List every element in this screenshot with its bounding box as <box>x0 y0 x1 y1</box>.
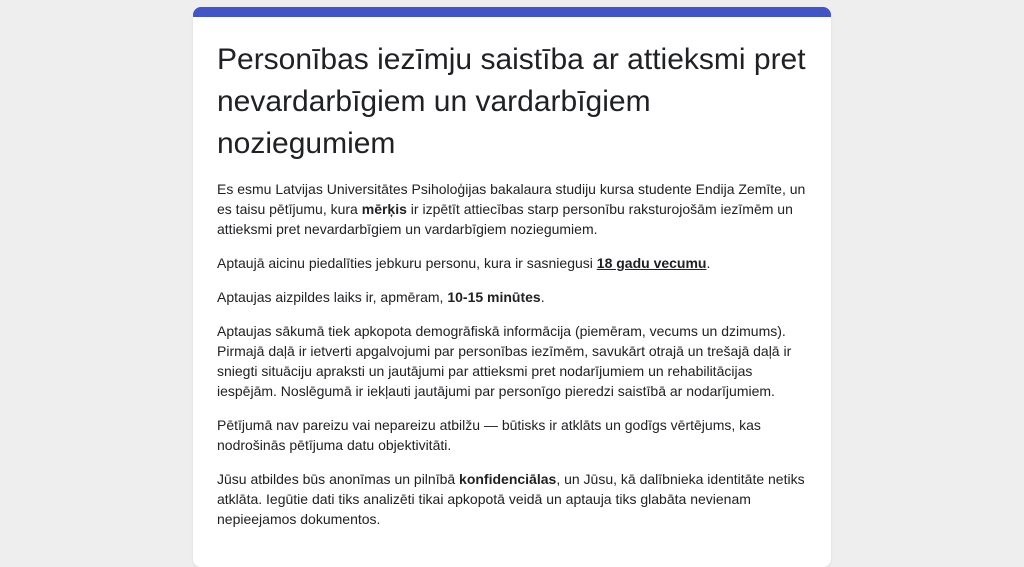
structure-paragraph: Aptaujas sākumā tiek apkopota demogrāfiskā informācija (piemēram, vecums un dzimums). Pirmajā daļā ir ietverti apgalvojumi par personības iezīmēm, savukārt otrajā un trešajā daļā ir sniegti situāciju apraksti un jautājumi par attieksmi pret nodarījumiem un rehabilitācijas iespējām. Noslēgumā ir iekļauti jautājumi par personīgo pieredzi saistībā ar nodarījumiem. <box>217 323 792 399</box>
duration-paragraph <box>217 287 807 307</box>
eligibility-age: 18 gadu vecumu <box>596 255 707 271</box>
duration-minutes: 10-15 minūtes <box>447 289 541 305</box>
form-header-card <box>193 7 831 567</box>
intro-text-c: ir izpētīt attiecības starp personību raksturojošām iezīmēm un attieksmi pret nevardarbīgiem un vardarbīgiem noziegumiem. <box>217 201 793 237</box>
duration-text-c: . <box>540 289 545 305</box>
privacy-text-c: , un Jūsu, kā dalībnieka identitāte netiks atklāta. Iegūtie dati tiks analizēti tikai apkopotā veidā un aptauja tiks glabāta nevienam nepieejamos dokumentos. <box>217 471 805 527</box>
eligibility-text-a: Aptaujā aicinu piedalīties jebkuru personu, kura ir sasniegusi <box>217 255 597 271</box>
eligibility-paragraph <box>217 253 807 273</box>
privacy-confidential: konfidenciālas <box>459 471 557 487</box>
intro-bold-goal: mērķis <box>361 201 407 217</box>
privacy-text-a: Jūsu atbildes būs anonīmas un pilnībā <box>217 471 460 487</box>
privacy-paragraph <box>217 469 807 529</box>
form-description <box>193 17 831 529</box>
form-title: Personības iezīmju saistība ar attieksmi pret nevardarbīgiem un vardarbīgiem noziegumiem <box>217 43 806 160</box>
answers-paragraph: Pētījumā nav pareizu vai nepareizu atbilžu — būtisks ir atklāts un godīgs vērtējums, kas nodrošinās pētījuma datu objektivitāti. <box>217 417 761 453</box>
intro-paragraph <box>217 179 807 239</box>
duration-text-a: Aptaujas aizpildes laiks ir, apmēram, <box>217 289 448 305</box>
eligibility-text-c: . <box>706 255 711 271</box>
intro-text-a: Es esmu Latvijas Universitātes Psiholoģijas bakalaura studiju kursa studente Endija Zemīte, un es taisu pētījumu, kura <box>217 181 806 217</box>
form-accent-bar <box>193 7 831 17</box>
